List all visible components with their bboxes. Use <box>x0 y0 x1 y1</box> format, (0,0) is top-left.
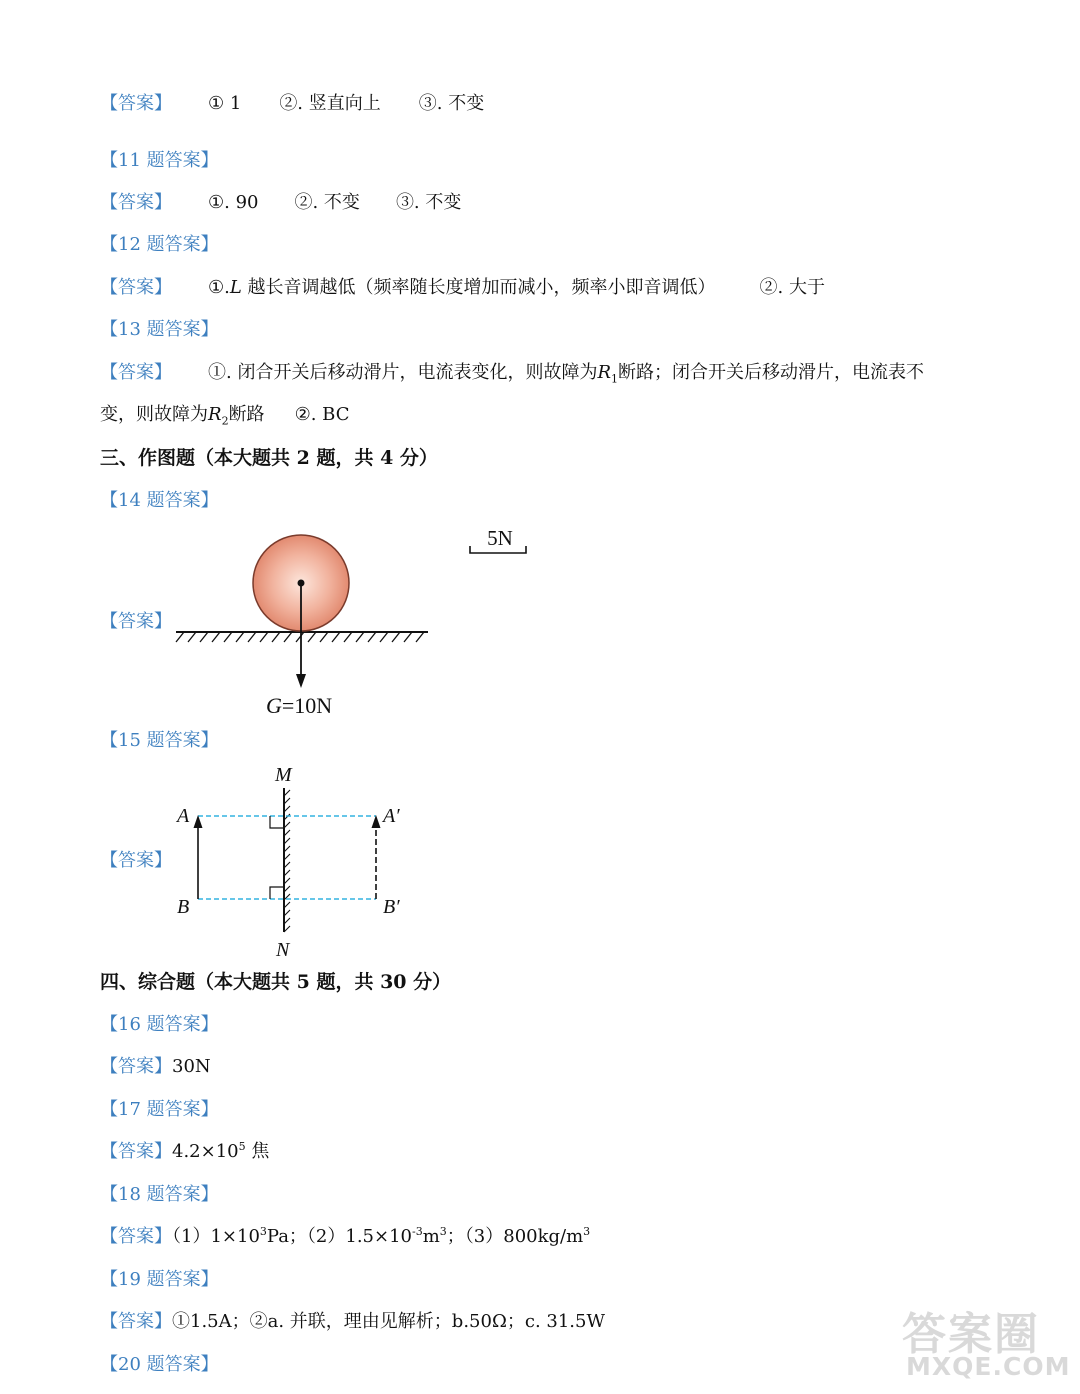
watermark-logo: 答案圈 <box>902 1309 1040 1360</box>
label-n: N <box>276 939 290 961</box>
q12-a1-text: 越长音调越低（频率随长度增加而减小，频率小即音调低） <box>247 277 716 298</box>
q18-e2: -3 <box>412 1225 423 1238</box>
answer-tag: 【答案】 <box>100 1226 172 1247</box>
ground-hatching <box>176 632 424 642</box>
q17-exp: 5 <box>238 1140 246 1153</box>
q19-answer <box>100 1310 605 1334</box>
image-arrowhead <box>372 815 381 828</box>
q13-r1: R <box>597 362 612 383</box>
answer-tag: 【答案】 <box>100 611 172 632</box>
q11-a1: ①. 90 <box>208 192 259 213</box>
q13-answer-line2 <box>100 403 349 427</box>
label-b-prime: B′ <box>383 896 400 918</box>
q10-answer <box>100 92 484 116</box>
q11-answer <box>100 191 461 215</box>
right-angle-top <box>270 816 284 828</box>
q13-line2-a: 变，则故障为 <box>100 404 208 425</box>
answer-tag: 【答案】 <box>100 1311 172 1332</box>
center-of-gravity-dot <box>298 580 305 587</box>
answer-tag: 【答案】 <box>100 850 172 871</box>
q11-heading: 【11 题答案】 <box>100 150 219 171</box>
label-a-prime: A′ <box>383 805 400 827</box>
q12-a2: ②. 大于 <box>759 277 825 298</box>
q16-value: 30N <box>172 1056 211 1077</box>
answer-tag: 【答案】 <box>100 362 172 383</box>
ball <box>253 535 349 631</box>
q18-heading: 【18 题答案】 <box>100 1184 219 1205</box>
q13-line2-b: 断路 <box>228 404 265 425</box>
mirror-hatching <box>284 790 290 932</box>
q17-b: 焦 <box>245 1141 270 1162</box>
label-b: B <box>177 896 190 918</box>
q20-heading: 【20 题答案】 <box>100 1354 219 1375</box>
q14-heading: 【14 题答案】 <box>100 490 219 511</box>
watermark-url: MXQE.COM <box>906 1352 1071 1381</box>
q17-heading: 【17 题答案】 <box>100 1099 219 1120</box>
q12-heading: 【12 题答案】 <box>100 234 219 255</box>
q17-a: 4.2×10 <box>172 1141 239 1162</box>
q18-e3: 3 <box>439 1225 447 1238</box>
answer-tag: 【答案】 <box>100 1056 172 1077</box>
gravity-arrow-head <box>296 674 306 688</box>
right-angle-bottom <box>270 887 284 899</box>
section-3-title: 三、作图题（本大题共 2 题，共 4 分） <box>100 447 438 469</box>
scale-bar <box>470 546 526 553</box>
q13-heading: 【13 题答案】 <box>100 319 219 340</box>
label-m: M <box>275 764 292 786</box>
scale-label: 5N <box>487 526 513 550</box>
q15-heading: 【15 题答案】 <box>100 730 219 751</box>
q13-line1-a: ①. 闭合开关后移动滑片，电流表变化，则故障为 <box>208 362 598 383</box>
q11-a2: ②. 不变 <box>294 192 360 213</box>
q13-line1-b: 断路；闭合开关后移动滑片，电流表不 <box>618 362 925 383</box>
label-a: A <box>177 805 190 827</box>
gravity-label <box>266 693 332 718</box>
answer-tag: 【答案】 <box>100 277 172 298</box>
q11-a3: ③. 不变 <box>395 192 462 213</box>
q18-e1: 3 <box>259 1225 267 1238</box>
q18-p2: Pa；（2）1.5×10 <box>266 1226 412 1247</box>
q12-var-l: L <box>229 277 242 298</box>
q19-value: ①1.5A；②a. 并联，理由见解析；b.50Ω；c. 31.5W <box>172 1311 605 1332</box>
answer-tag: 【答案】 <box>100 1141 172 1162</box>
q13-answer-line1 <box>100 361 924 385</box>
q16-heading: 【16 题答案】 <box>100 1014 219 1035</box>
answer-tag: 【答案】 <box>100 93 172 114</box>
q18-e4: 3 <box>583 1225 591 1238</box>
object-arrowhead <box>194 815 203 828</box>
q10-a1: ① 1 <box>208 93 242 114</box>
q18-answer <box>100 1225 590 1249</box>
section-4-title: 四、综合题（本大题共 5 题，共 30 分） <box>100 971 452 993</box>
q17-answer <box>100 1140 269 1164</box>
q12-answer <box>100 276 825 300</box>
q13-a2: ②. BC <box>294 404 350 425</box>
g-var: G <box>266 693 282 718</box>
q18-p3: m <box>422 1226 440 1247</box>
q10-a2: ②. 竖直向上 <box>279 93 381 114</box>
q18-p1: （1）1×10 <box>172 1226 260 1247</box>
g-value: =10N <box>281 693 333 718</box>
q16-answer <box>100 1055 211 1079</box>
q13-sub1: 1 <box>611 372 619 386</box>
q13-sub2: 2 <box>221 414 229 428</box>
q18-p4: ；（3）800kg/m <box>446 1226 584 1247</box>
answer-tag: 【答案】 <box>100 192 172 213</box>
q12-a1-prefix: ①. <box>208 277 230 298</box>
q10-a3: ③. 不变 <box>418 93 485 114</box>
q19-heading: 【19 题答案】 <box>100 1269 219 1290</box>
q13-r2: R <box>208 404 222 425</box>
